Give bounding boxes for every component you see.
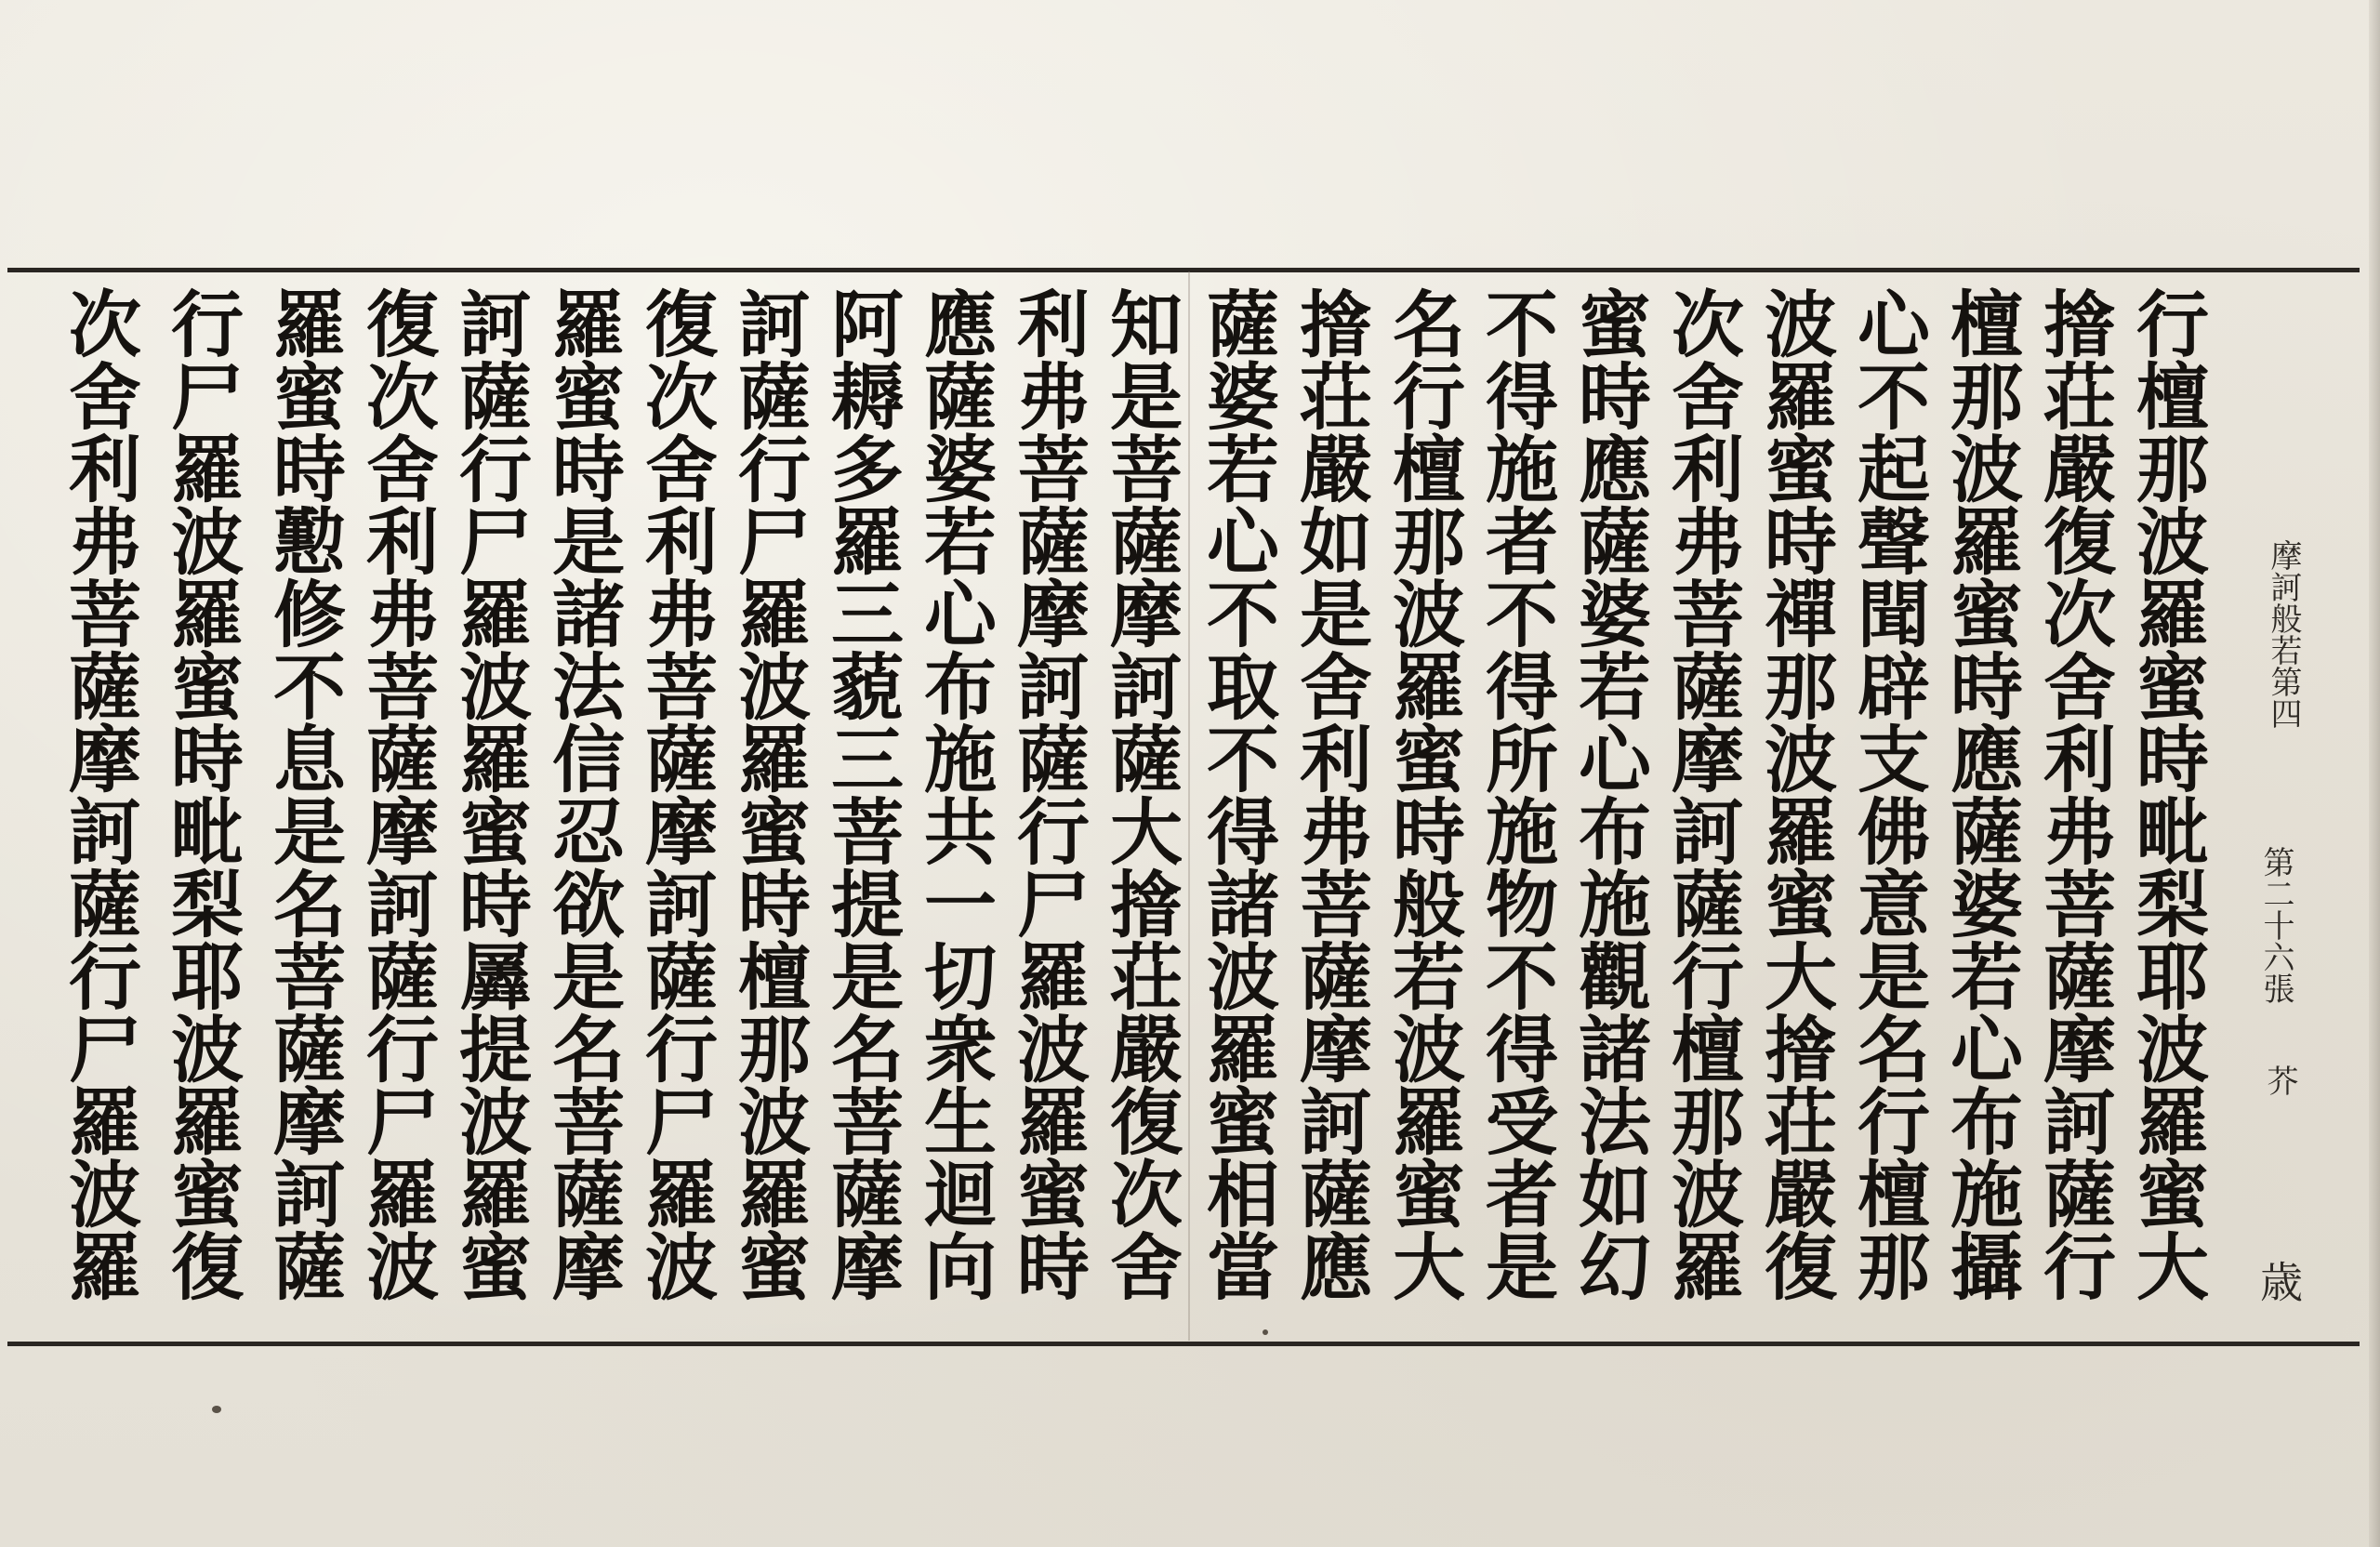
margin-cycle-mark: 歳 [2254,1260,2304,1302]
text-column: 復次舍利弗菩薩摩訶薩行尸羅波 [633,286,718,1302]
text-column: 羅蜜時是諸法信忍欲是名菩薩摩 [540,286,625,1302]
margin-page-number: 第二十六張 [2257,846,2294,1004]
page-edge [2369,0,2380,1547]
ink-speck [1263,1329,1268,1335]
margin-title: 摩訶般若第四 [2265,539,2302,729]
text-column: 摿荘嚴復次舍利弗菩薩摩訶薩行 [2031,286,2116,1302]
text-column: 檀那波羅蜜時應薩婆若心布施攝 [1938,286,2023,1302]
text-column: 薩婆若心不取不得諸波羅蜜相當 [1195,286,1279,1302]
margin-mark: 芥 [2261,1064,2298,1096]
text-column: 波羅蜜時禪那波羅蜜大摿荘嚴復 [1752,286,1837,1302]
center-fold [1188,271,1190,1341]
text-column: 次舍利弗菩薩摩訶薩行尸羅波羅 [57,286,141,1302]
text-column: 不得施者不得所施物不得受者是 [1474,286,1558,1302]
text-column: 次舍利弗菩薩摩訶薩行檀那波羅 [1659,286,1744,1302]
text-column: 訶薩行尸羅波羅蜜時檀那波羅蜜 [726,286,811,1302]
text-column: 行檀那波羅蜜時毗梨耶波羅蜜大 [2124,286,2209,1302]
text-column: 心不起聲聞辟支佛意是名行檀那 [1845,286,1930,1302]
frame-rule-bottom [7,1342,2360,1346]
text-column: 利弗菩薩摩訶薩行尸羅波羅蜜時 [1005,286,1090,1302]
text-column: 行尸羅波羅蜜時毗梨耶波羅蜜復 [159,286,244,1302]
text-column: 阿耨多羅三藐三菩提是名菩薩摩 [819,286,904,1302]
text-column: 羅蜜時懃修不息是名菩薩摩訶薩 [261,286,346,1302]
frame-rule-top [7,268,2360,272]
text-column: 訶薩行尸羅波羅蜜時羼提波羅蜜 [447,286,532,1302]
text-column: 復次舍利弗菩薩摩訶薩行尸羅波 [354,286,439,1302]
text-column: 應薩婆若心布施共一切衆生迴向 [912,286,997,1302]
text-column: 摿荘嚴如是舍利弗菩薩摩訶薩應 [1288,286,1372,1302]
text-column: 蜜時應薩婆若心布施觀諸法如幻 [1567,286,1651,1302]
text-column: 知是菩薩摩訶薩大摿荘嚴復次舍 [1098,286,1183,1302]
text-column: 名行檀那波羅蜜時般若波羅蜜大 [1381,286,1465,1302]
ink-speck [212,1406,221,1413]
